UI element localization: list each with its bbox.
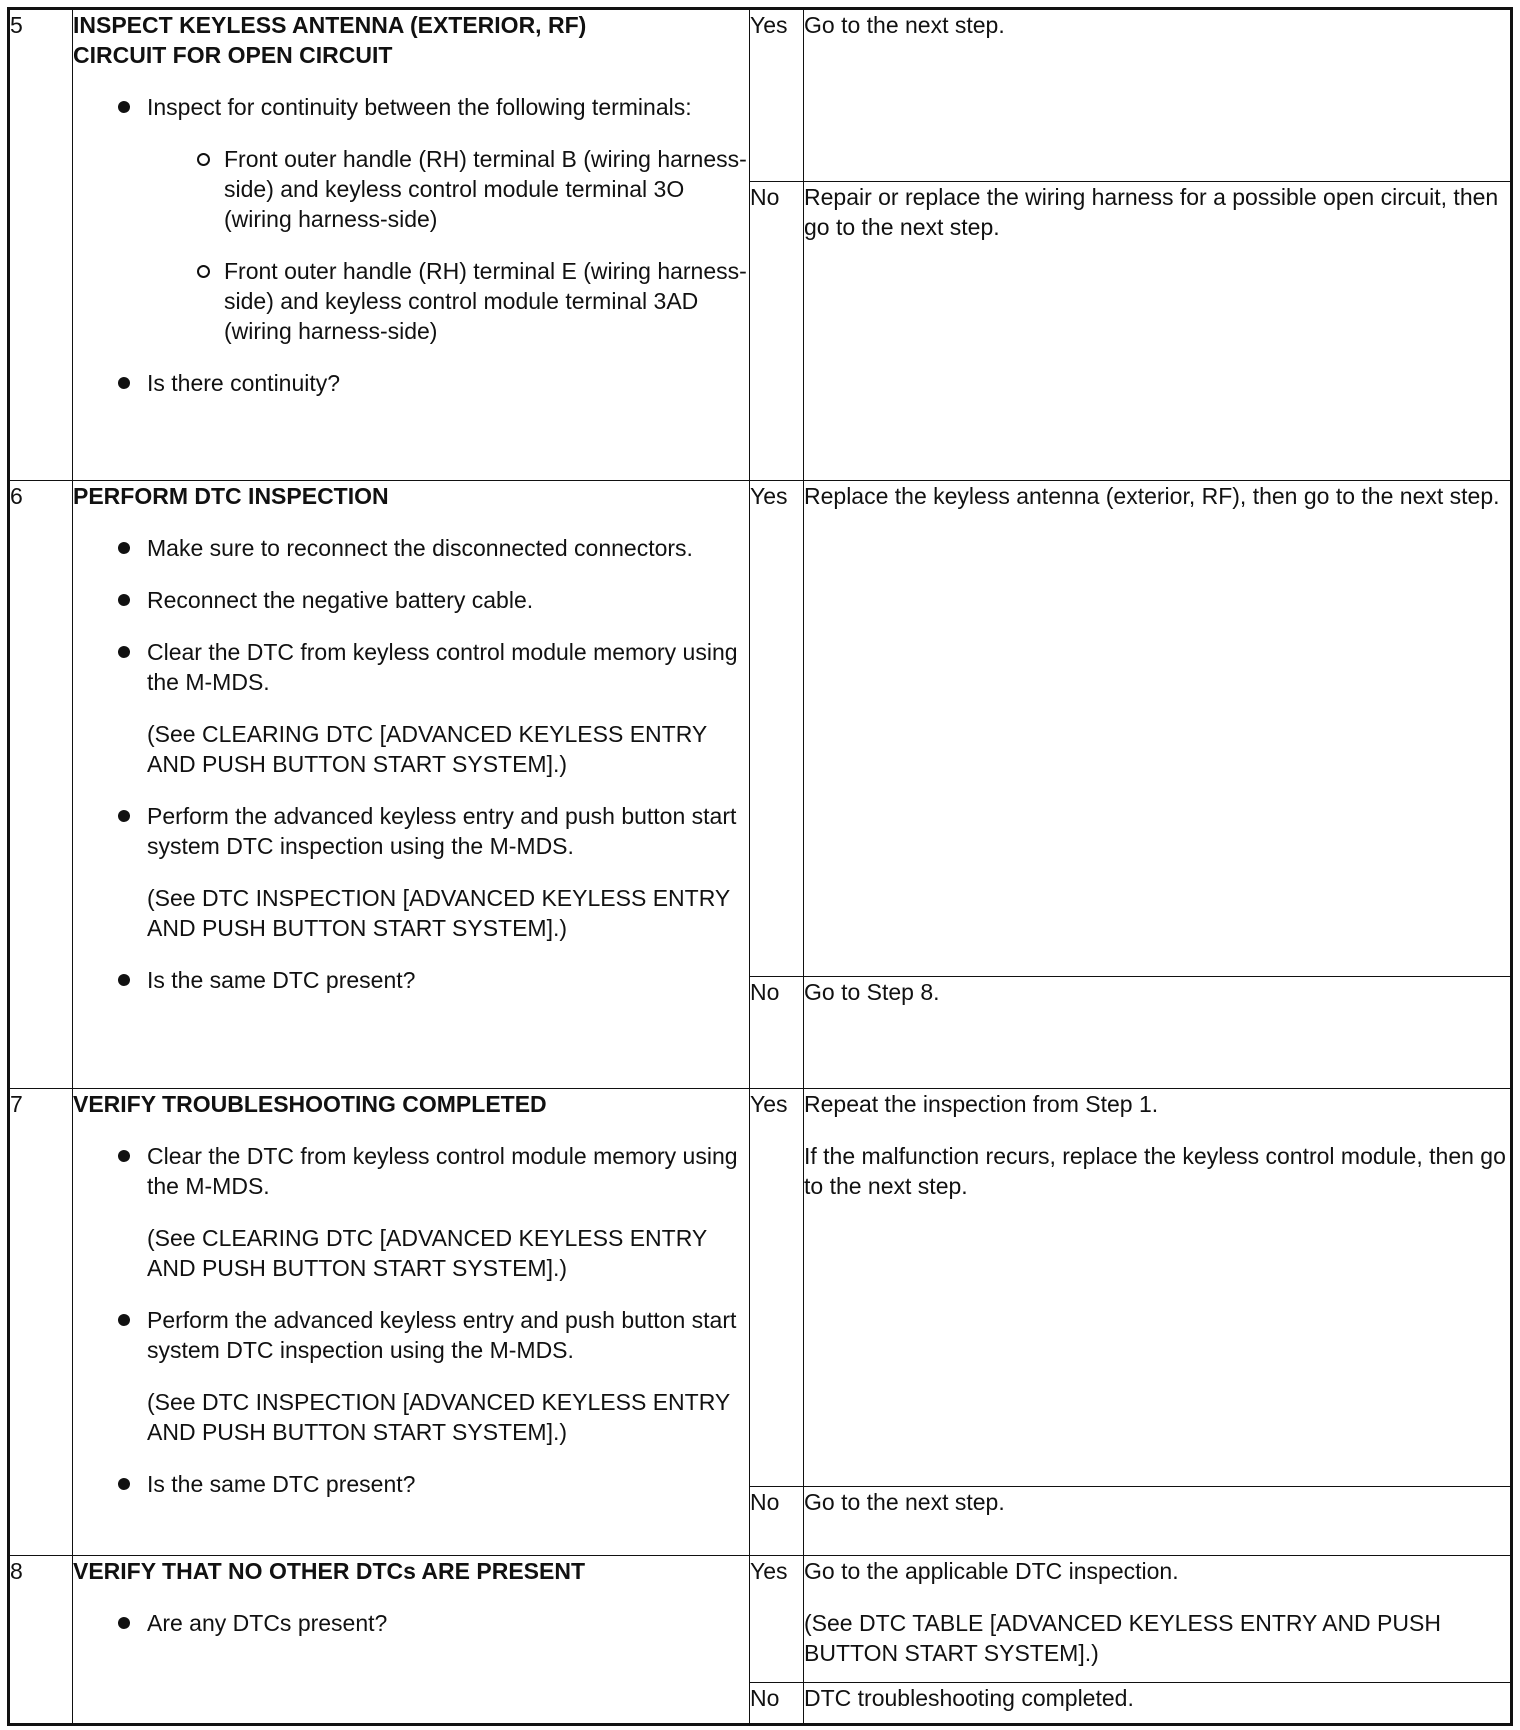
yes-label: Yes	[750, 9, 804, 182]
bullet-item: Are any DTCs present?	[73, 1608, 749, 1638]
reference-note: (See DTC INSPECTION [ADVANCED KEYLESS ENTRY AND PUSH BUTTON START SYSTEM].)	[147, 1389, 730, 1445]
step-title	[73, 10, 749, 70]
bullet-item: Is the same DTC present?	[73, 965, 749, 995]
result-text: (See DTC TABLE [ADVANCED KEYLESS ENTRY AND PUSH BUTTON START SYSTEM].)	[804, 1610, 1441, 1666]
result-text: Go to the next step.	[804, 1489, 1005, 1515]
result-text: Replace the keyless antenna (exterior, RF), then go to the next step.	[804, 483, 1500, 509]
yes-result	[804, 481, 1512, 977]
result-text: Repair or replace the wiring harness for a possible open circuit, then go to the next step.	[804, 184, 1499, 240]
no-result	[804, 182, 1512, 481]
sub-bullet-item: Front outer handle (RH) terminal B (wiring harness-side) and keyless control module terminal 3O (wiring harness-side)	[73, 144, 749, 234]
reference-note: (See DTC INSPECTION [ADVANCED KEYLESS ENTRY AND PUSH BUTTON START SYSTEM].)	[147, 885, 730, 941]
result-text: If the malfunction recurs, replace the keyless control module, then go to the next step.	[804, 1143, 1506, 1199]
step-title-line: INSPECT KEYLESS ANTENNA (EXTERIOR, RF)	[73, 12, 587, 38]
bullet-item: Is there continuity?	[73, 368, 749, 398]
no-label: No	[750, 1487, 804, 1556]
reference-note: (See CLEARING DTC [ADVANCED KEYLESS ENTRY AND PUSH BUTTON START SYSTEM].)	[147, 721, 707, 777]
step-5-action-cell	[73, 9, 750, 481]
bullet-item: Reconnect the negative battery cable.	[73, 585, 749, 615]
step-title: VERIFY THAT NO OTHER DTCs ARE PRESENT	[73, 1558, 586, 1584]
bullet-item: Clear the DTC from keyless control module memory using the M-MDS.	[73, 637, 749, 697]
step-number: 7	[9, 1089, 73, 1556]
bullet-item: Inspect for continuity between the following terminals:	[73, 92, 749, 122]
step-5-row-yes	[9, 9, 1512, 182]
yes-label: Yes	[750, 1089, 804, 1487]
step-6-action-cell	[73, 481, 750, 1089]
no-result	[804, 1683, 1512, 1725]
no-label: No	[750, 977, 804, 1089]
no-result	[804, 1487, 1512, 1556]
sub-bullet-item: Front outer handle (RH) terminal E (wiring harness-side) and keyless control module terminal 3AD (wiring harness-side)	[73, 256, 749, 346]
result-text: Go to Step 8.	[804, 979, 940, 1005]
bullet-item: Clear the DTC from keyless control module memory using the M-MDS.	[73, 1141, 749, 1201]
yes-label: Yes	[750, 481, 804, 977]
yes-label: Yes	[750, 1556, 804, 1683]
yes-result	[804, 9, 1512, 182]
step-8-row-yes	[9, 1556, 1512, 1683]
reference-note: (See CLEARING DTC [ADVANCED KEYLESS ENTRY AND PUSH BUTTON START SYSTEM].)	[147, 1225, 707, 1281]
step-7-action-cell	[73, 1089, 750, 1556]
bullet-item: Perform the advanced keyless entry and push button start system DTC inspection using the M-MDS.	[73, 1305, 749, 1365]
step-8-action-cell	[73, 1556, 750, 1725]
bullet-item: Is the same DTC present?	[73, 1469, 749, 1499]
step-number: 6	[9, 481, 73, 1089]
step-title: VERIFY TROUBLESHOOTING COMPLETED	[73, 1091, 547, 1117]
no-result	[804, 977, 1512, 1089]
step-number: 8	[9, 1556, 73, 1725]
no-label: No	[750, 182, 804, 481]
step-6-row-yes	[9, 481, 1512, 977]
no-label: No	[750, 1683, 804, 1725]
result-text: Repeat the inspection from Step 1.	[804, 1091, 1159, 1117]
step-title: PERFORM DTC INSPECTION	[73, 483, 389, 509]
bullet-item: Make sure to reconnect the disconnected connectors.	[73, 533, 749, 563]
step-title-line: CIRCUIT FOR OPEN CIRCUIT	[73, 42, 393, 68]
yes-result	[804, 1089, 1512, 1487]
step-number: 5	[9, 9, 73, 481]
yes-result	[804, 1556, 1512, 1683]
troubleshooting-table	[7, 7, 1513, 1726]
step-7-row-yes	[9, 1089, 1512, 1487]
bullet-item: Perform the advanced keyless entry and push button start system DTC inspection using the M-MDS.	[73, 801, 749, 861]
result-text: Go to the applicable DTC inspection.	[804, 1558, 1179, 1584]
result-text: DTC troubleshooting completed.	[804, 1685, 1134, 1711]
result-text: Go to the next step.	[804, 12, 1005, 38]
